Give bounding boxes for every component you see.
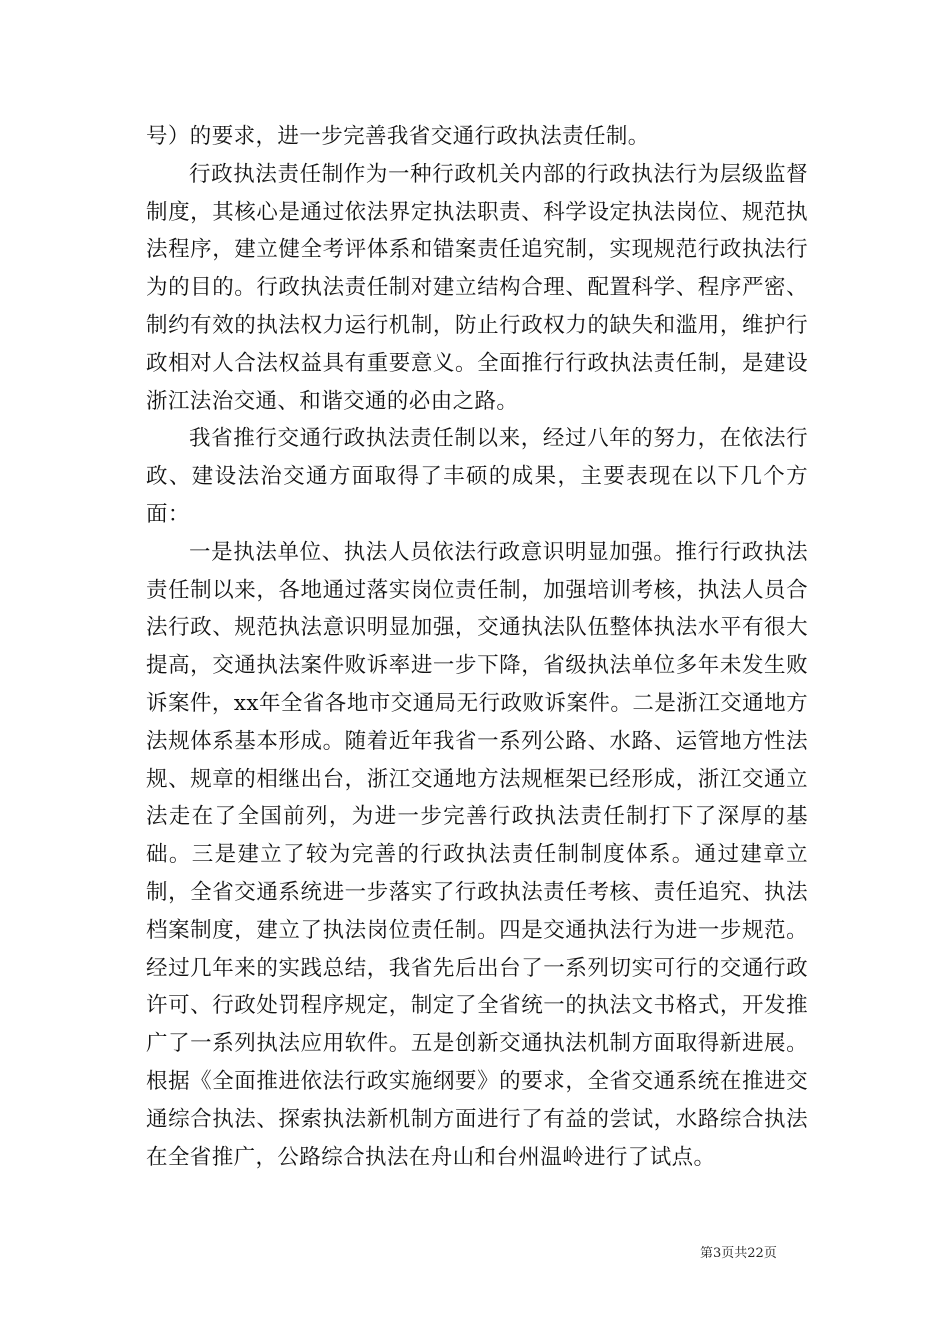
paragraph-achievements-list: 一是执法单位、执法人员依法行政意识明显加强。推行行政执法责任制以来，各地通过落实岗位责任制，加强培训考核，执法人员合法行政、规范执法意识明显加强，交通执法队伍整体执法水平有很大提高，交通执法案件败诉率进一步下降，省级执法单位多年未发生败诉案件，xx年全省各地市交通局无行政败诉案件。二是浙江交通地方法规体系基本形成。随着近年我省一系列公路、水路、运管地方性法规、规章的相继出台，浙江交通地方法规框架已经形成，浙江交通立法走在了全国前列，为进一步完善行政执法责任制打下了深厚的基础。三是建立了较为完善的行政执法责任制制度体系。通过建章立制，全省交通系统进一步落实了行政执法责任考核、责任追究、执法档案制度，建立了执法岗位责任制。四是交通执法行为进一步规范。经过几年来的实践总结，我省先后出台了一系列切实可行的交通行政许可、行政处罚程序规定，制定了全省统一的执法文书格式，开发推广了一系列执法应用软件。五是创新交通执法机制方面取得新进展。根据《全面推进依法行政实施纲要》的要求，全省交通系统在推进交通综合执法、探索执法新机制方面进行了有益的尝试，水路综合执法在全省推广，公路综合执法在舟山和台州温岭进行了试点。 [146, 539, 808, 1170]
page-number-footer: 第3页共22页 [700, 1246, 777, 1261]
paragraph-continuation: 号）的要求，进一步完善我省交通行政执法责任制。 [146, 124, 650, 149]
paragraph-responsibility-system: 行政执法责任制作为一种行政机关内部的行政执法行为层级监督制度，其核心是通过依法界定执法职责、科学设定执法岗位、规范执法程序，建立健全考评体系和错案责任追究制，实现规范行政执法行为的目的。行政执法责任制对建立结构合理、配置科学、程序严密、制约有效的执法权力运行机制，防止行政权力的缺失和滥用，维护行政相对人合法权益具有重要意义。全面推行行政执法责任制，是建设浙江法治交通、和谐交通的必由之路。 [146, 161, 808, 414]
document-body [146, 118, 808, 1176]
paragraph-achievements-intro: 我省推行交通行政执法责任制以来，经过八年的努力，在依法行政、建设法治交通方面取得了丰硕的成果，主要表现在以下几个方面： [146, 426, 808, 527]
